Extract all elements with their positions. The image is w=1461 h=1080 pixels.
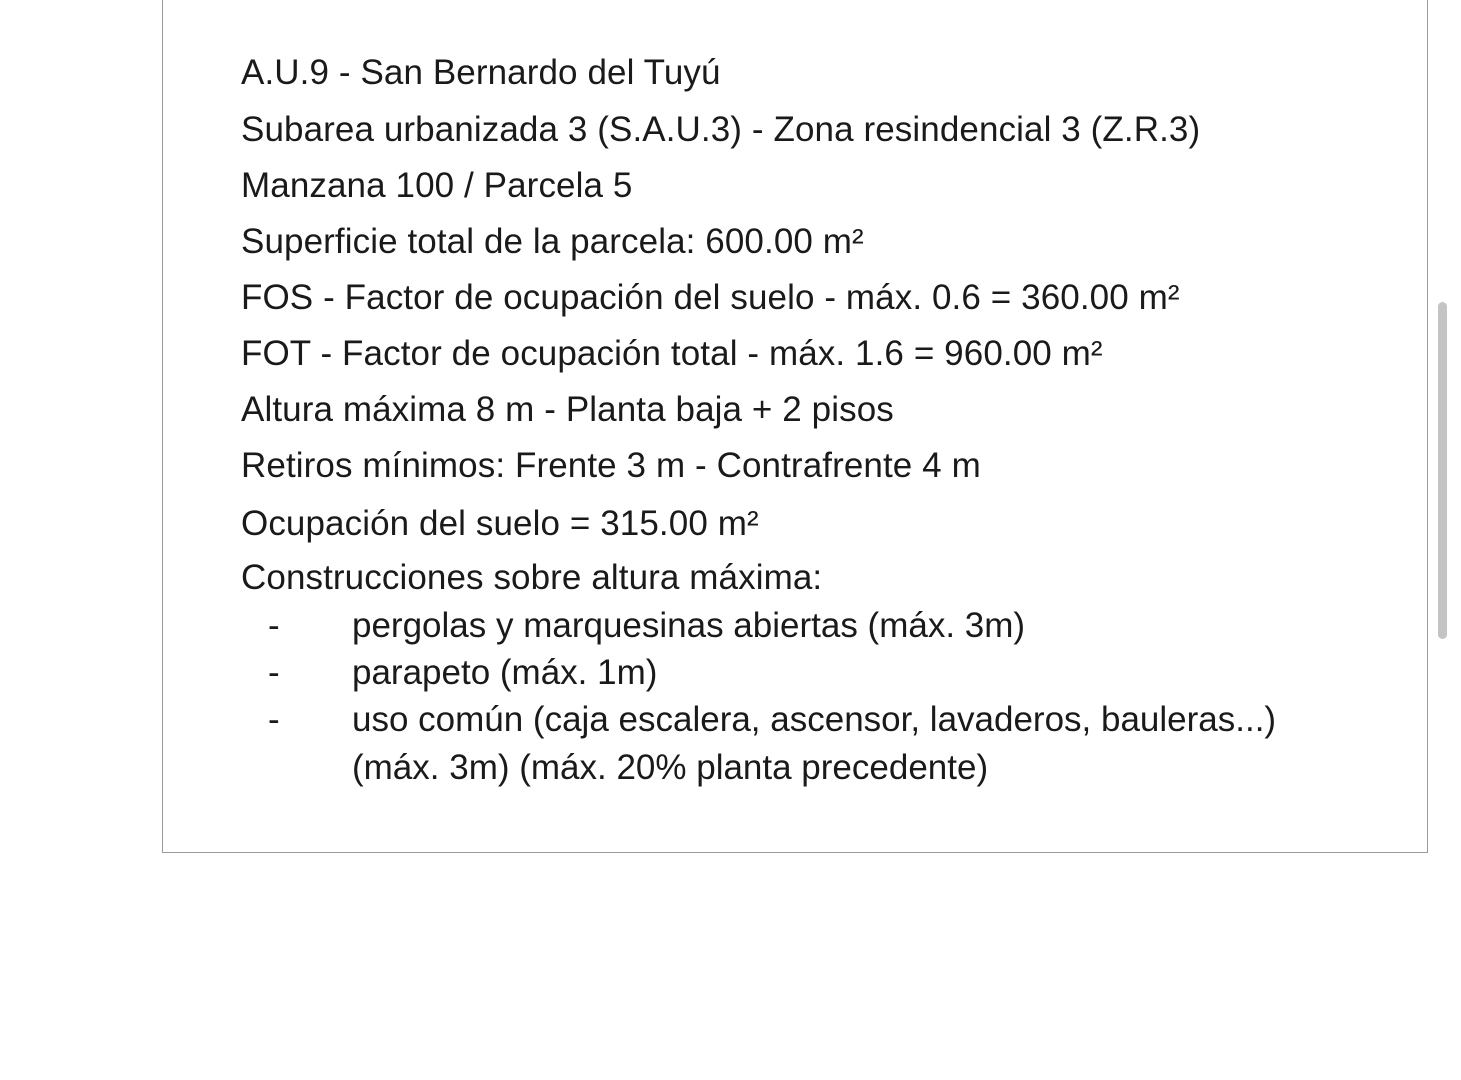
bullet-item-parapet: parapeto (máx. 1m) — [352, 653, 658, 692]
doc-line-height: Altura máxima 8 m - Planta baja + 2 pisos — [241, 390, 894, 429]
bullet-item-pergolas: pergolas y marquesinas abiertas (máx. 3m) — [352, 606, 1026, 645]
doc-line-surface: Superficie total de la parcela: 600.00 m² — [241, 222, 864, 261]
doc-line-fot: FOT - Factor de ocupación total - máx. 1.6 = 960.00 m² — [241, 334, 1103, 373]
doc-line-parcel: Manzana 100 / Parcela 5 — [241, 166, 633, 205]
bullet-item-common-use-continuation: (máx. 3m) (máx. 20% planta precedente) — [352, 748, 989, 787]
doc-line-zone: Subarea urbanizada 3 (S.A.U.3) - Zona resindencial 3 (Z.R.3) — [241, 110, 1201, 149]
doc-line-setbacks: Retiros mínimos: Frente 3 m - Contrafrente 4 m — [241, 446, 981, 485]
doc-line-occupation: Ocupación del suelo = 315.00 m² — [241, 504, 759, 543]
bullet-marker: - — [268, 700, 280, 739]
doc-line-fos: FOS - Factor de ocupación del suelo - máx. 0.6 = 360.00 m² — [241, 278, 1180, 317]
doc-line-constructions-heading: Construcciones sobre altura máxima: — [241, 558, 823, 597]
scrollbar-thumb[interactable] — [1438, 302, 1447, 639]
bullet-marker: - — [268, 653, 280, 692]
bullet-marker: - — [268, 606, 280, 645]
bullet-item-common-use: uso común (caja escalera, ascensor, lavaderos, bauleras...) — [352, 700, 1277, 739]
doc-line-area: A.U.9 - San Bernardo del Tuyú — [241, 53, 721, 92]
